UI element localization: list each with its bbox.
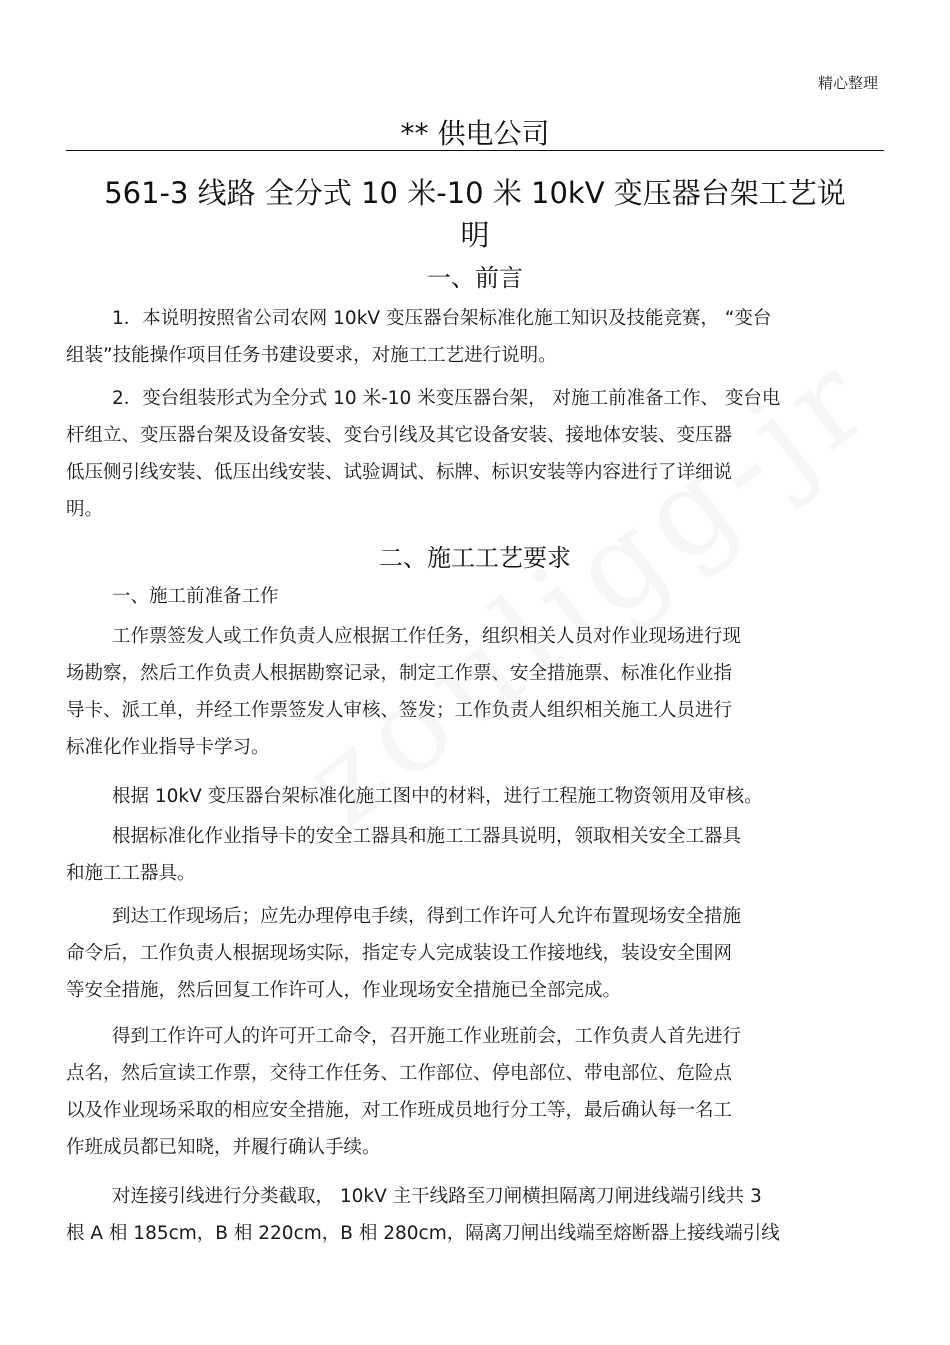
title-line-1: 561-3 线路 全分式 10 米-10 米 10kV 变压器台架工艺说: [104, 176, 846, 210]
text-line: 根据标准化作业指导卡的安全工器具和施工工器具说明，领取相关安全工器具: [112, 826, 742, 847]
header-rule: [66, 150, 884, 151]
process-paragraph-4: [66, 898, 884, 1009]
text-line: 低压侧引线安装、低压出线安装、试验调试、标牌、标识安装等内容进行了详细说: [66, 462, 733, 483]
preface-paragraph-1: [66, 300, 884, 374]
process-paragraph-3: [66, 818, 884, 892]
process-paragraph-2: [66, 778, 884, 815]
header-note: 精心整理: [817, 74, 878, 92]
text-line: 得到工作许可人的许可开工命令，召开施工作业班前会，工作负责人首先进行: [112, 1026, 742, 1047]
process-paragraph-1: [66, 618, 884, 766]
section-heading-process: 二、施工工艺要求: [379, 544, 571, 572]
title-line-2: 明: [460, 218, 490, 252]
text-line: 点名，然后宣读工作票，交待工作任务、工作部位、停电部位、带电部位、危险点: [66, 1063, 733, 1084]
text-line: 工作票签发人或工作负责人应根据工作任务，组织相关人员对作业现场进行现: [112, 626, 742, 647]
text-line: 等安全措施，然后回复工作许可人，作业现场安全措施已全部完成。: [66, 980, 622, 1001]
process-paragraph-5: [66, 1018, 884, 1166]
text-line: 场勘察，然后工作负责人根据勘察记录，制定工作票、安全措施票、标准化作业指: [66, 663, 733, 684]
text-line: 和施工工器具。: [66, 863, 196, 884]
text-line: 根据 10kV 变压器台架标准化施工图中的材料，进行工程施工物资领用及审核。: [112, 786, 763, 807]
company-name: ** 供电公司: [400, 117, 550, 150]
preface-paragraph-2: [66, 380, 884, 528]
text-line: 2．变台组装形式为全分式 10 米-10 米变压器台架， 对施工前准备工作、 变台电: [112, 388, 781, 409]
text-line: 标准化作业指导卡学习。: [66, 737, 270, 758]
process-paragraph-6: [66, 1178, 884, 1252]
text-line: 命令后，工作负责人根据现场实际，指定专人完成装设工作接地线，装设安全围网: [66, 943, 733, 964]
text-line: 1．本说明按照省公司农网 10kV 变压器台架标准化施工知识及技能竞赛， “变台: [112, 308, 772, 329]
subsection-heading: 一、施工前准备工作: [112, 586, 279, 607]
text-line: 导卡、派工单，并经工作票签发人审核、签发；工作负责人组织相关施工人员进行: [66, 700, 733, 721]
section-heading-preface: 一、前言: [427, 264, 523, 292]
text-line: 以及作业现场采取的相应安全措施，对工作班成员地行分工等，最后确认每一名工: [66, 1100, 733, 1121]
text-line: 杆组立、变压器台架及设备安装、变台引线及其它设备安装、接地体安装、变压器: [66, 425, 733, 446]
text-line: 明。: [66, 499, 104, 520]
text-line: 组装”技能操作项目任务书建设要求，对施工工艺进行说明。: [66, 345, 557, 366]
document-title: [66, 172, 884, 256]
text-line: 作班成员都已知晓，并履行确认手续。: [66, 1137, 381, 1158]
text-line: 根 A 相 185cm，B 相 220cm，B 相 280cm，隔离刀闸出线端至熔断器上接线端引线: [66, 1223, 780, 1244]
text-line: 到达工作现场后；应先办理停电手续，得到工作许可人允许布置现场安全措施: [112, 906, 742, 927]
text-line: 对连接引线进行分类截取， 10kV 主干线路至刀闸横担隔离刀闸进线端引线共 3: [112, 1186, 762, 1207]
